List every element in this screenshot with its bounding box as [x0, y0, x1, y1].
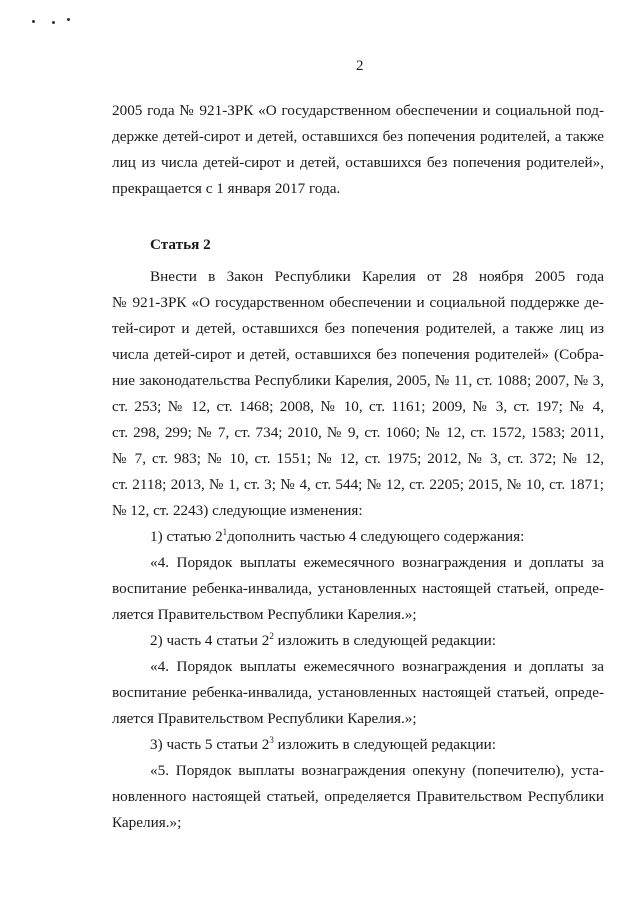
text-line: тей-сирот и детей, оставшихся без попечения родителей, а также лиц из: [112, 320, 604, 337]
quote-3: [112, 758, 604, 836]
text-line: «4. Порядок выплаты ежемесячного вознаграждения и доплаты за: [150, 658, 604, 675]
text-line: 2005 года № 921-ЗРК «О государственном обеспечении и социальной под-: [112, 102, 604, 119]
text-line: Внести в Закон Республики Карелия от 28 ноября 2005 года: [150, 268, 604, 285]
text-line: ляется Правительством Республики Карелия.»;: [112, 710, 417, 727]
superscript: 1: [222, 526, 228, 537]
article-heading: Статья 2: [150, 236, 211, 253]
text-line: № 7, ст. 983; № 10, ст. 1551; № 12, ст. 1975; 2012, № 3, ст. 372; № 12,: [112, 450, 604, 467]
text-line: № 921-ЗРК «О государственном обеспечении и социальной поддержке де-: [112, 294, 604, 311]
quote-2: [112, 654, 604, 732]
text-line: ляется Правительством Республики Карелия.»;: [112, 606, 417, 623]
scan-marks: [30, 14, 80, 26]
text-line: № 12, ст. 2243) следующие изменения:: [112, 502, 363, 519]
amendment-item-1: [150, 524, 604, 550]
text-line: новленного настоящей статьей, определяется Правительством Республики: [112, 788, 604, 805]
page-number: 2: [356, 58, 364, 74]
amendment-item-3: [150, 732, 604, 758]
text-line: «5. Порядок выплаты вознаграждения опекуну (попечителю), уста-: [150, 762, 604, 779]
item-text: изложить в следующей редакции:: [273, 736, 496, 753]
text-line: прекращается с 1 января 2017 года.: [112, 180, 341, 197]
item-text: 3) часть 5 статьи 2: [150, 736, 270, 753]
item-text: 2) часть 4 статьи 2: [150, 632, 270, 649]
text-line: ние законодательства Республики Карелия, 2005, № 11, ст. 1088; 2007, № 3,: [112, 372, 604, 389]
quote-1: [112, 550, 604, 628]
amendment-item-2: [150, 628, 604, 654]
text-line: «4. Порядок выплаты ежемесячного вознаграждения и доплаты за: [150, 554, 604, 571]
item-text: изложить в следующей редакции:: [273, 632, 496, 649]
article-paragraph: [112, 264, 604, 524]
text-line: ст. 2118; 2013, № 1, ст. 3; № 4, ст. 544; № 12, ст. 2205; 2015, № 10, ст. 1871;: [112, 476, 604, 493]
text-line: ст. 298, 299; № 7, ст. 734; 2010, № 9, ст. 1060; № 12, ст. 1572, 1583; 2011,: [112, 424, 604, 441]
text-line: воспитание ребенка-инвалида, установленных настоящей статьей, опреде-: [112, 580, 604, 597]
intro-paragraph: [112, 98, 604, 202]
superscript: 3: [269, 734, 274, 745]
text-line: Карелия.»;: [112, 814, 182, 831]
text-line: лиц из числа детей-сирот и детей, оставшихся без попечения родителей»,: [112, 154, 604, 171]
superscript: 2: [269, 630, 274, 641]
item-text: дополнить частью 4 следующего содержания:: [227, 528, 525, 545]
text-line: держке детей-сирот и детей, оставшихся без попечения родителей, а также: [112, 128, 604, 145]
item-text: 1) статью 2: [150, 528, 223, 545]
text-line: воспитание ребенка-инвалида, установленных настоящей статьей, опреде-: [112, 684, 604, 701]
text-line: ст. 253; № 12, ст. 1468; 2008, № 10, ст. 1161; 2009, № 3, ст. 197; № 4,: [112, 398, 604, 415]
text-line: числа детей-сирот и детей, оставшихся без попечения родителей» (Собра-: [112, 346, 604, 363]
